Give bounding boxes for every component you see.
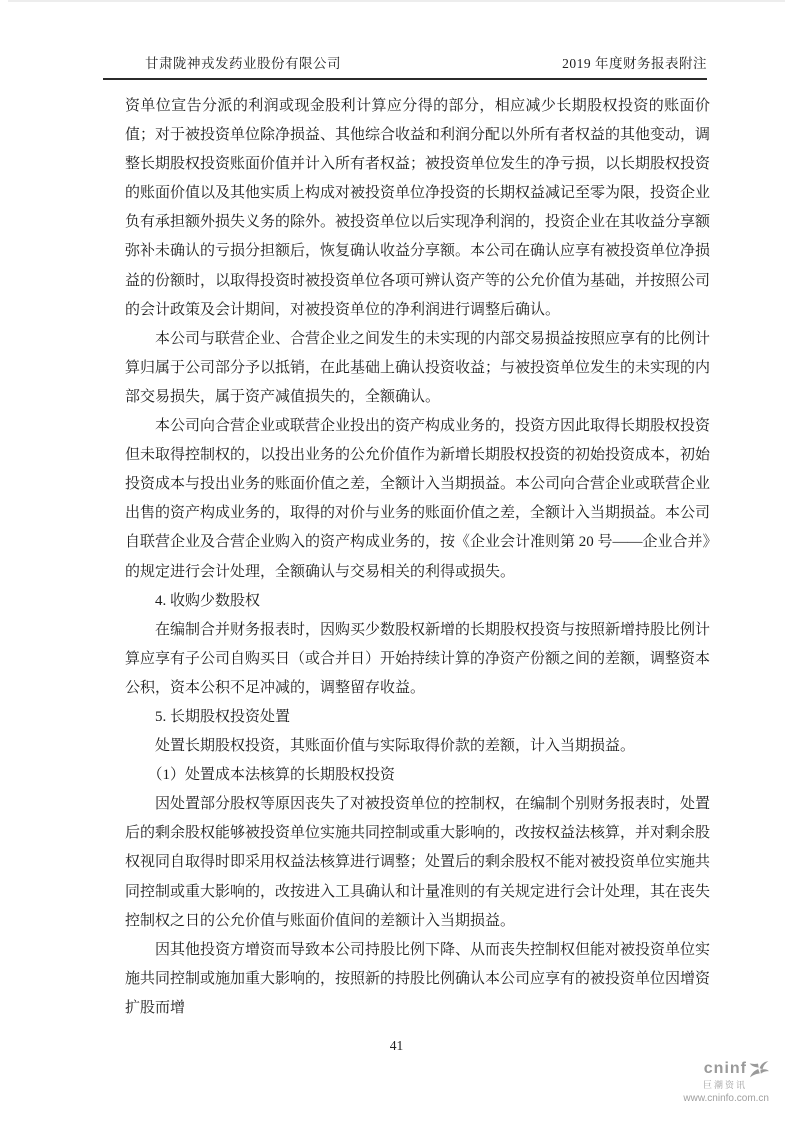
paragraph: 本公司与联营企业、合营企业之间发生的未实现的内部交易损益按照应享有的比例计算归属于公司部分予以抵销，在此基础上确认投资收益；与被投资单位发生的未实现的内部交易损失，属于资产减值损失的，全额确认。	[125, 330, 711, 405]
page-header	[103, 52, 707, 80]
document-body	[125, 92, 710, 1023]
header-report-title: 2019 年度财务报表附注	[562, 56, 707, 71]
paragraph-continued: 资单位宣告分派的利润或现金股利计算应分得的部分，相应减少长期股权投资的账面价值；对于被投资单位除净损益、其他综合收益和利润分配以外所有者权益的其他变动，调整长期股权投资账面价值并计入所有者权益；被投资单位发生的净亏损，以长期股权投资的账面价值以及其他实质上构成对被投资单位净投资的长期权益减记至零为限，投资企业负有承担额外损失义务的除外。被投资单位以后实现净利润的，投资企业在其收益分享额弥补未确认的亏损分担额后，恢复确认收益分享额。本公司在确认应享有被投资单位净损益的份额时，以取得投资时被投资单位各项可辨认资产等的公允价值为基础，并按照公司的会计政策及会计期间，对被投资单位的净利润进行调整后确认。	[125, 98, 711, 318]
paragraph: 因其他投资方增资而导致本公司持股比例下降、从而丧失控制权但能对被投资单位实施共同控制或施加重大影响的，按照新的持股比例确认本公司应享有的被投资单位因增资扩股而增	[125, 941, 711, 1016]
header-company-name: 甘肃陇神戎发药业股份有限公司	[145, 56, 341, 71]
subsection-heading-1: （1）处置成本法核算的长期股权投资	[147, 767, 396, 784]
cninfo-logo	[683, 1059, 769, 1104]
paragraph: 处置长期股权投资，其账面价值与实际取得价款的差额，计入当期损益。	[155, 738, 636, 755]
paragraph: 因处置部分股权等原因丧失了对被投资单位的控制权，在编制个别财务报表时，处置后的剩余股权能够被投资单位实施共同控制或重大影响的，改按权益法核算，并对剩余股权视同自取得时即采用权益法核算进行调整；处置后的剩余股权不能对被投资单位实施共同控制或重大影响的，改按进入工具确认和计量准则的有关规定进行会计处理，其在丧失控制权之日的公允价值与账面价值间的差额计入当期损益。	[125, 796, 711, 929]
scan-edge-artifact	[8, 0, 785, 2]
cninfo-cn-name: 巨潮资讯	[702, 1080, 747, 1091]
page-number: 41	[389, 1038, 404, 1053]
paragraph: 本公司向合营企业或联营企业投出的资产构成业务的，投资方因此取得长期股权投资但未取得控制权的，以投出业务的公允价值作为新增长期股权投资的初始投资成本，初始投资成本与投出业务的账面价值之差，全额计入当期损益。本公司向合营企业或联营企业出售的资产构成业务的，取得的对价与业务的账面价值之差，全额计入当期损益。本公司自联营企业及合营企业购入的资产构成业务的，按《企业会计准则第 20 号——企业合并》的规定进行会计处理，全额确认与交易相关的利得或损失。	[125, 418, 711, 580]
paragraph: 在编制合并财务报表时，因购买少数股权新增的长期股权投资与按照新增持股比例计算应享有子公司自购买日（或合并日）开始持续计算的净资产份额之间的差额，调整资本公积，资本公积不足冲减的，调整留存收益。	[125, 621, 711, 696]
cninfo-url: www.cninfo.com.cn	[683, 1092, 769, 1104]
cninfo-swirl-icon	[749, 1059, 769, 1079]
section-heading-4: 4. 收购少数股权	[155, 592, 261, 609]
cninfo-brand-text: cninf	[703, 1059, 747, 1077]
section-heading-5: 5. 长期股权投资处置	[155, 708, 291, 725]
